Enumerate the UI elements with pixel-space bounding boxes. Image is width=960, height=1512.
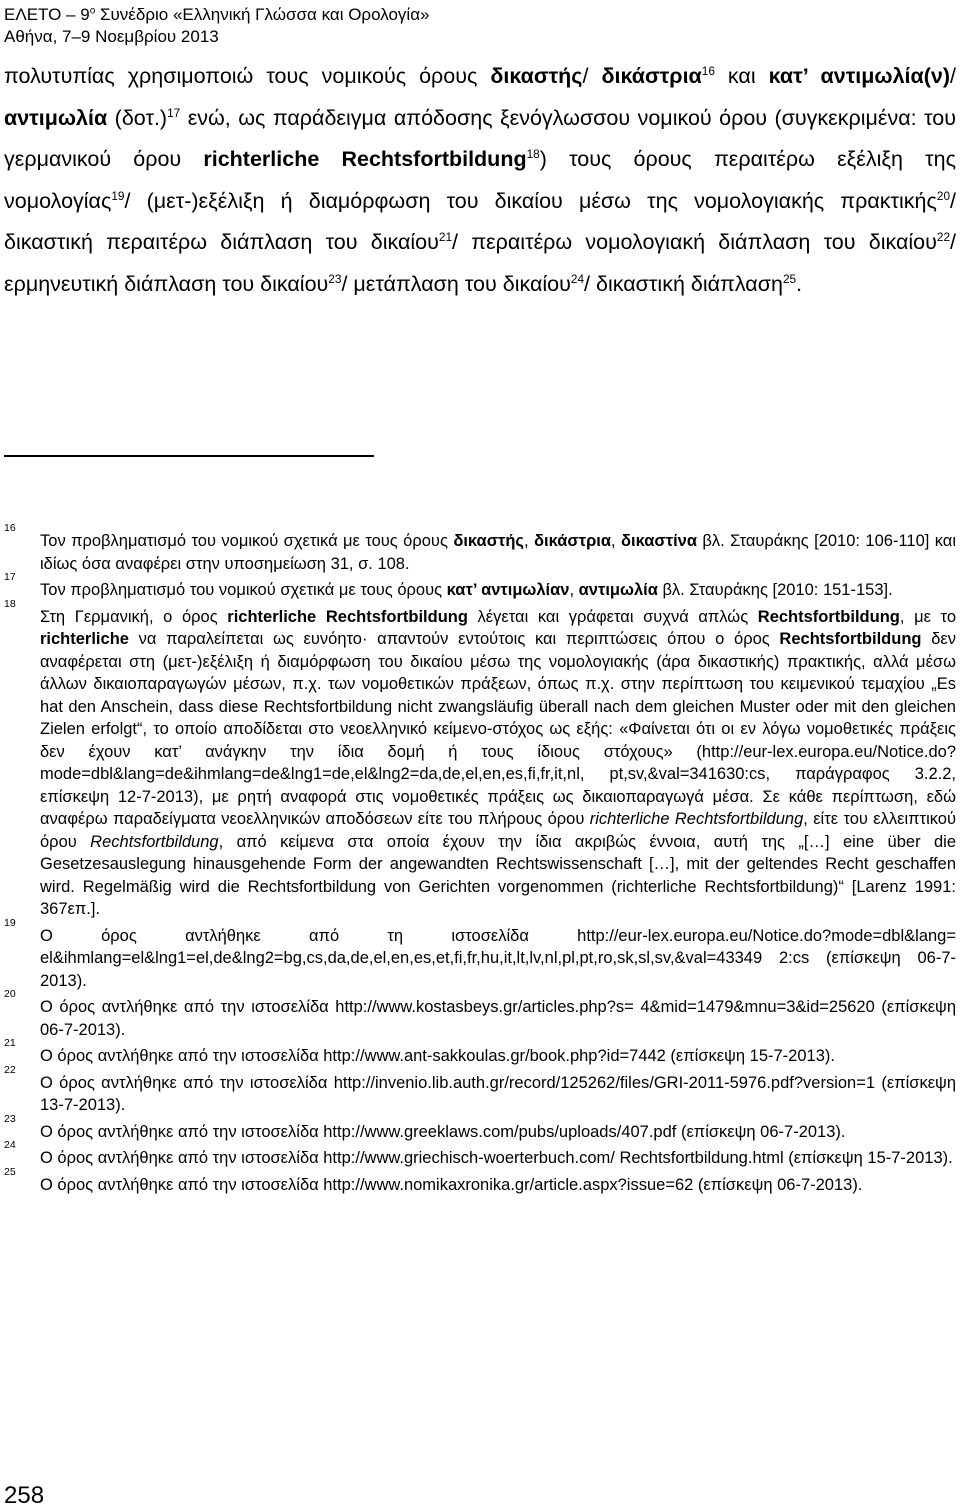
header-location-date: Αθήνα, 7–9 Νοεμβρίου 2013 (4, 27, 219, 46)
footnote-number: 17 (4, 571, 16, 583)
footnote-ref: 25 (782, 271, 797, 286)
footnote-ref: 20 (936, 188, 951, 203)
footnote-ref: 17 (167, 105, 181, 120)
footnote-23: 23 Ο όρος αντλήθηκε από την ιστοσελίδα http://www.greeklaws.com/pubs/uploads/407.pdf (επίσκεψη 06-7-2013). (4, 1112, 846, 1141)
header-conference-title: ΕΛΕΤΟ – $9^o$ Συνέδριο «Ελληνική Γλώσσα και Ορολογία» (4, 5, 430, 24)
footnote-19: 19 Ο όρος αντλήθηκε από τη ιστοσελίδα http://eur-lex.europa.eu/Notice.do?mode=dbl&lang= el&ihmlang=el&lng1=el,de&lng2=bg,cs,da,de,el,en,es,et,fi,fr,hu,it,lt,lv,nl,pl,pt,ro,sk,sl,sv,&val=43349 2:cs (επίσκεψη 06-7-2013). (4, 916, 956, 990)
footnote-number: 16 (4, 522, 16, 534)
body-paragraph: πολυτυπίας χρησιμοποιώ τους νομικούς όρους δικαστής/ δικάστρια$^{16}$ και κατ’ αντιμωλία(ν)/ αντιμωλία $(\delta o\tau.)^{17}$ ενώ, ως παράδειγμα απόδοσης ξενόγλωσσου νομικού όρου (συγκεκριμένα: του γερμανικού όρου richterliche Rechtsfortbildung$^{18}$) τους όρους περαιτέρω εξέλιξη της νομολογίας$^{19}$/ (μετ-)εξέλιξη ή διαμόρφωση του δικαίου μέσω της νομολογιακής πρακτικής$^{20}$/ δικαστική περαιτέρω διάπλαση του δικαίου$^{21}$/ περαιτέρω νομολογιακή διάπλαση του δικαίου$^{22}$/ ερμηνευτική διάπλαση του δικαίου$^{23}$/ μετάπλαση του δικαίου$^{24}$/ δικαστική διάπλαση$^{25}$. (4, 63, 957, 296)
footnote-number: 21 (4, 1037, 16, 1049)
footnote-number: 23 (4, 1112, 16, 1125)
footnote-22: 22 Ο όρος αντλήθηκε από την ιστοσελίδα http://invenio.lib.auth.gr/record/125262/files/GRI-2011-5976.pdf?version=1 (επίσκεψη 13-7-2013). (4, 1063, 956, 1114)
footnote-ref: 22 (936, 229, 951, 244)
footnote-number: 20 (4, 988, 16, 1000)
footnote-ref: 21 (438, 229, 453, 244)
footnote-number: 22 (4, 1063, 16, 1076)
footnote-20: 20 Ο όρος αντλήθηκε από την ιστοσελίδα http://www.kostasbeys.gr/articles.php?s= 4&mid=1479&mnu=3&id=25620 (επίσκεψη 06-7-2013). (4, 988, 956, 1039)
footnote-separator (4, 455, 374, 457)
footnotes (4, 522, 957, 1200)
footnote-ref: 16 (701, 63, 715, 78)
footnote-number: 19 (4, 916, 16, 929)
footnote-24: 24 Ο όρος αντλήθηκε από την ιστοσελίδα http://www.griechisch-woerterbuch.com/ Rechtsfortbildung.html (επίσκεψη 15-7-2013). (4, 1139, 953, 1167)
footnote-ref: 24 (570, 271, 585, 286)
footnote-number: 18 (4, 597, 16, 610)
page-number: 258 (4, 1482, 45, 1509)
footnote-25: 25 Ο όρος αντλήθηκε από την ιστοσελίδα http://www.nomikaxronika.gr/article.aspx?issue=62 (επίσκεψη 06-7-2013). (4, 1165, 863, 1194)
footnote-17: 17 Τον προβληματισμό του νομικού σχετικά με τους όρους κατ’ αντιμωλίαν, αντιμωλία βλ. Σταυράκης [2010: 151-153]. (4, 571, 893, 599)
footnote-ref: 19 (111, 188, 125, 203)
footnote-ref: 18 (526, 146, 540, 161)
footnote-number: 25 (4, 1165, 16, 1178)
footnote-16: 16 Τον προβληματισμό του νομικού σχετικά με τους όρους δικαστής, δικάστρια, δικαστίνα βλ. Σταυράκης [2010: 106-110] και ιδίως όσα αναφέρει στην υποσημείωση 31, σ. 108. (4, 522, 956, 573)
footnote-number: 24 (4, 1139, 16, 1151)
running-header (4, 4, 429, 48)
footnote-21: 21 Ο όρος αντλήθηκε από την ιστοσελίδα http://www.ant-sakkoulas.gr/book.php?id=7442 (επίσκεψη 15-7-2013). (4, 1037, 835, 1065)
footnote-18: 18 Στη Γερμανική, ο όρος richterliche Rechtsfortbildung λέγεται και γράφεται συχνά απλώς Rechtsfortbildung, με το richterliche να παραλείπεται ως ευνόητο· απαντούν εντούτοις και περιπτώσεις όπου ο όρος Rechtsfortbildung δεν αναφέρεται στη (μετ-)εξέλιξη ή διαμόρφωση του δικαίου μέσω της νομολογιακής (άρα δικαστικής) πρακτικής, αλλά μέσω άλλων δικαιοπαραγωγών μέσων, π.χ. των νομοθετικών πράξεων, όπως π.χ. στην περίπτωση του κειμενικού τεμαχίου „Es hat den Anschein, dass diese Rechtsfortbildung nicht zwangsläufig überall nach dem gleichen Muster oder mit den gleichen Zielen erfolgt“, το οποίο αποδίδεται στο νεοελληνικό κείμενο-στόχος ως εξής: «Φαίνεται ότι οι εν λόγω νομοθετικές πράξεις δεν έχουν κατ’ ανάγκην την ίδια δομή ή τους ίδιους στόχους» (http://eur-lex.europa.eu/Notice.do?mode=dbl&lang=de&ihmlang=de&lng1=de,el&lng2=da,de,el,en,es,fi,fr,it,nl, pt,sv,&val=341630:cs, παράγραφος 3.2.2, επίσκεψη 12-7-2013), με ρητή αναφορά στις νομοθετικές πράξεις ως δικαιοπαραγωγά μέσα. Σε κάθε περίπτωση, εδώ αναφέρω παραδείγματα νεοελληνικών αποδόσεων είτε του πλήρους όρου richterliche Rechtsfortbildung, είτε του ελλειπτικού όρου Rechtsfortbildung, από κείμενα στα οποία έχουν την ίδια ακριβώς έννοια, αυτή της „[…] eine über die Gesetzesauslegung hinausgehende Form der angewandten Rechtswissenschaft […], mit der geltendes Recht geschaffen wird. Regelmäßig wird die Rechtsfortbildung von Gerichten vorgenommen (richterliche Rechtsfortbildung)“ [Larenz 1991: 367επ.]. (4, 597, 957, 918)
footnote-ref: 23 (328, 271, 342, 286)
